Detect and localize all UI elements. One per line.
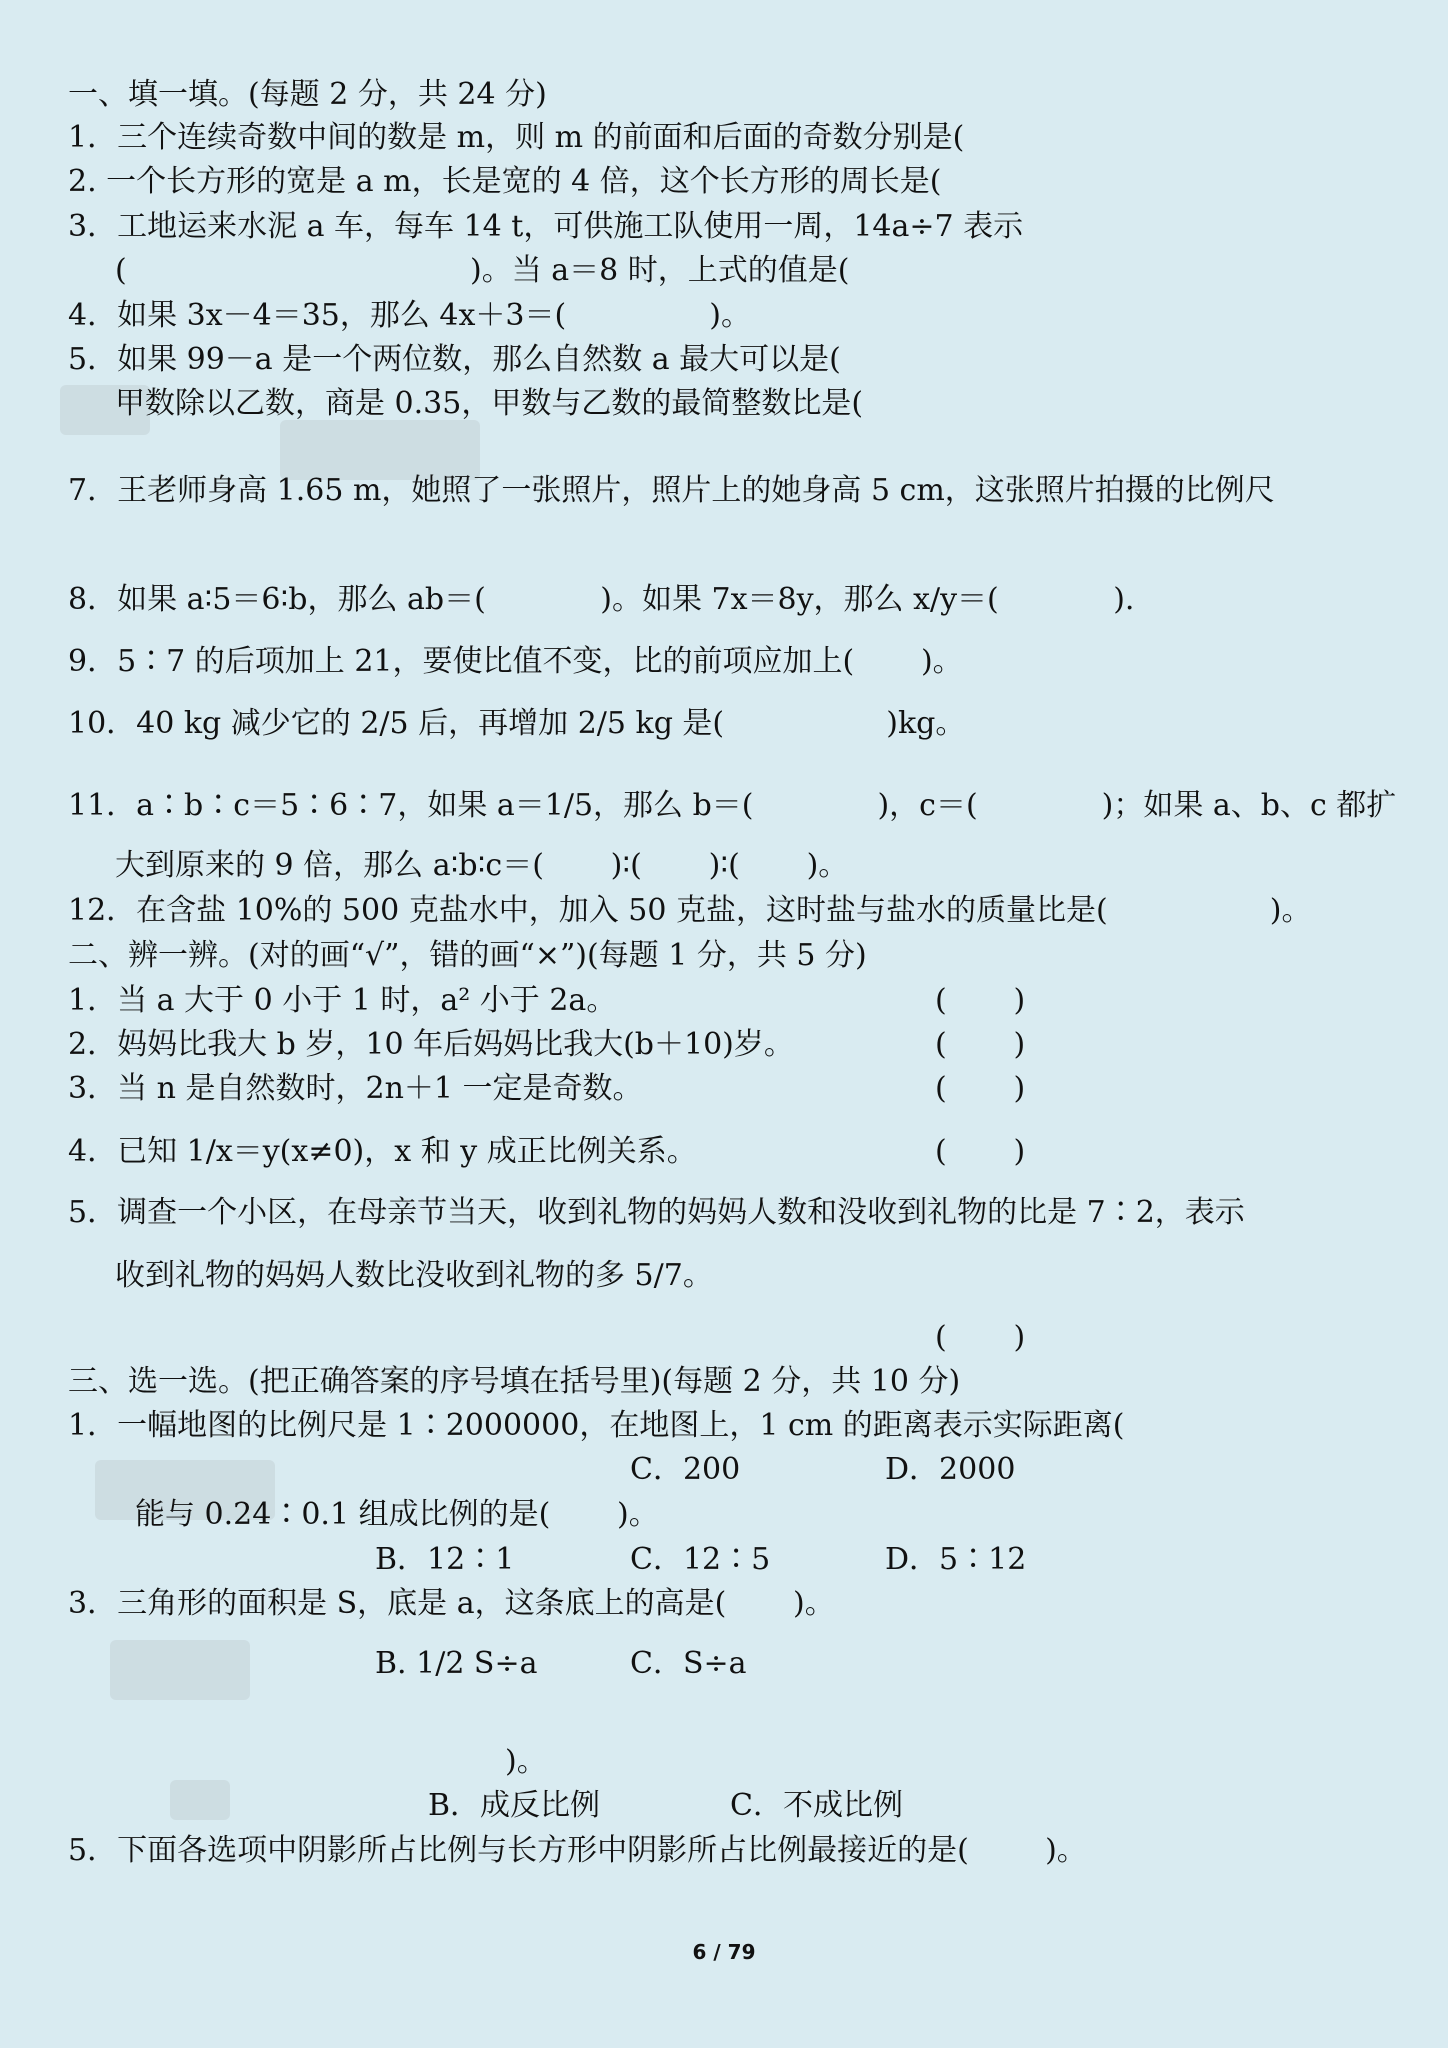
page-number: 6 / 79	[692, 1940, 756, 1964]
section-1-header: 一、填一填。(每题 2 分，共 24 分)	[68, 77, 547, 112]
choice-4-option-c[interactable]: C．不成比例	[730, 1788, 903, 1823]
question-1-9: 9．5∶7 的后项加上 21，要使比值不变，比的前项应加上( )。	[68, 644, 963, 679]
scan-smudge	[110, 1640, 250, 1700]
answer-paren[interactable]: ( )	[935, 1027, 1026, 1062]
choice-3: 3．三角形的面积是 S，底是 a，这条底上的高是( )。	[68, 1586, 835, 1621]
choice-1-option-d[interactable]: D．2000	[885, 1452, 1016, 1487]
choice-3-option-b[interactable]: B. 1/2 S÷a	[375, 1646, 538, 1681]
question-1-12: 12．在含盐 10%的 500 克盐水中，加入 50 克盐，这时盐与盐水的质量比是( )。	[68, 893, 1312, 928]
section-2-header: 二、辨一辨。(对的画“√”，错的画“×”)(每题 1 分，共 5 分)	[68, 938, 867, 973]
question-1-1: 1．三个连续奇数中间的数是 m，则 m 的前面和后面的奇数分别是(	[68, 120, 965, 155]
question-1-7: 7．王老师身高 1.65 m，她照了一张照片，照片上的她身高 5 cm，这张照片拍摄的比例尺	[68, 473, 1275, 508]
question-1-5: 5．如果 99－a 是一个两位数，那么自然数 a 最大可以是(	[68, 342, 841, 377]
choice-4-option-b[interactable]: B．成反比例	[428, 1788, 601, 1823]
question-1-2: 2. 一个长方形的宽是 a m，长是宽的 4 倍，这个长方形的周长是(	[68, 164, 942, 199]
question-1-6: 甲数除以乙数，商是 0.35，甲数与乙数的最简整数比是(	[115, 386, 864, 421]
choice-4-tail: )。	[505, 1744, 547, 1779]
question-1-8: 8．如果 a∶5＝6∶b，那么 ab＝( )。如果 7x＝8y，那么 x/y＝( ).	[68, 582, 1135, 617]
judge-2: 2．妈妈比我大 b 岁，10 年后妈妈比我大(b＋10)岁。	[68, 1027, 794, 1062]
judge-5-continued: 收到礼物的妈妈人数比没收到礼物的多 5/7。	[115, 1258, 713, 1293]
question-1-3-continued: ( )。当 a＝8 时，上式的值是(	[115, 253, 850, 288]
choice-1-option-c[interactable]: C．200	[630, 1452, 741, 1487]
answer-paren[interactable]: ( )	[935, 1071, 1026, 1106]
answer-paren[interactable]: ( )	[935, 983, 1026, 1018]
judge-1: 1．当 a 大于 0 小于 1 时，a² 小于 2a。	[68, 983, 617, 1018]
choice-2: 能与 0.24∶0.1 组成比例的是( )。	[135, 1497, 659, 1532]
judge-5: 5．调查一个小区，在母亲节当天，收到礼物的妈妈人数和没收到礼物的比是 7∶2，表示	[68, 1195, 1245, 1230]
choice-3-option-c[interactable]: C．S÷a	[630, 1646, 747, 1681]
question-1-4: 4．如果 3x－4＝35，那么 4x＋3＝( )。	[68, 298, 751, 333]
judge-4: 4．已知 1/x＝y(x≠0)，x 和 y 成正比例关系。	[68, 1134, 697, 1169]
choice-2-option-c[interactable]: C．12∶5	[630, 1542, 771, 1577]
question-1-11: 11．a∶b∶c＝5∶6∶7，如果 a＝1/5，那么 b＝( )，c＝( )；如果 a、b、c 都扩	[68, 788, 1397, 823]
choice-2-option-b[interactable]: B．12∶1	[375, 1542, 515, 1577]
question-1-10: 10．40 kg 减少它的 2/5 后，再增加 2/5 kg 是( )kg。	[68, 706, 966, 741]
judge-3: 3．当 n 是自然数时，2n＋1 一定是奇数。	[68, 1071, 643, 1106]
choice-1: 1．一幅地图的比例尺是 1∶2000000，在地图上，1 cm 的距离表示实际距离(	[68, 1408, 1125, 1443]
answer-paren[interactable]: ( )	[935, 1134, 1026, 1169]
question-1-3: 3．工地运来水泥 a 车，每车 14 t，可供施工队使用一周，14a÷7 表示	[68, 209, 1024, 244]
choice-5: 5．下面各选项中阴影所占比例与长方形中阴影所占比例最接近的是( )。	[68, 1833, 1087, 1868]
question-1-11-continued: 大到原来的 9 倍，那么 a∶b∶c＝( )∶( )∶( )。	[115, 848, 849, 883]
scan-smudge	[170, 1780, 230, 1820]
answer-paren[interactable]: ( )	[935, 1320, 1026, 1355]
choice-2-option-d[interactable]: D．5∶12	[885, 1542, 1027, 1577]
section-3-header: 三、选一选。(把正确答案的序号填在括号里)(每题 2 分，共 10 分)	[68, 1364, 961, 1399]
